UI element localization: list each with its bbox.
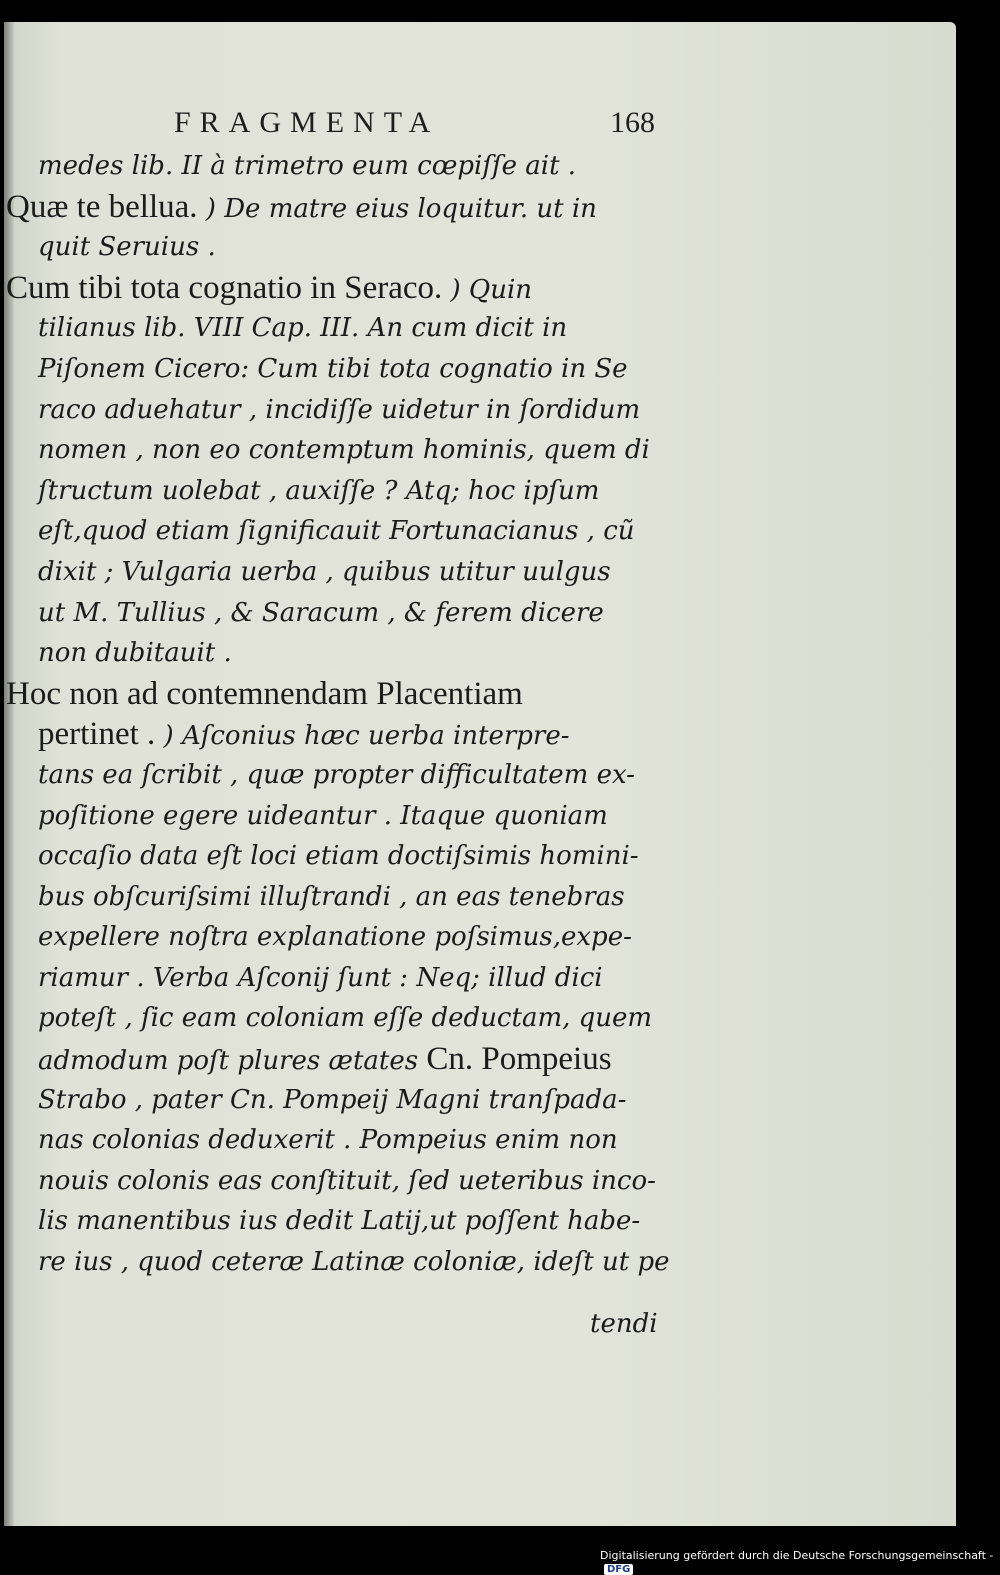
commentary-text: lis manentibus ius dedit Latij,ut poſſent habe- <box>38 1206 641 1237</box>
text-line <box>4 308 704 349</box>
text-line <box>4 227 704 268</box>
commentary-text: tans ea ſcribit , quæ propter difficultatem ex- <box>38 759 635 790</box>
text-line <box>4 714 704 755</box>
text-line <box>4 146 704 187</box>
commentary-text: ) Aſconius hæc uerba interpre- <box>163 721 570 752</box>
commentary-text: poteſt , ſic eam coloniam eſſe deductam, quem <box>38 1003 653 1034</box>
text-line <box>4 796 704 837</box>
text-line <box>4 998 704 1039</box>
text-line <box>4 755 704 796</box>
commentary-text: non dubitauit . <box>38 638 232 669</box>
text-line <box>4 836 704 877</box>
commentary-text: bus obſcuriſsimi illuſtrandi , an eas tenebras <box>38 881 625 912</box>
credit-text: Digitalisierung gefördert durch die Deutsche Forschungsgemeinschaft - <box>600 1549 994 1562</box>
commentary-text: medes lib. II à trimetro eum cœpiſſe ait . <box>38 151 577 181</box>
text-line <box>4 471 704 512</box>
commentary-text: eſt,quod etiam ſignificauit Fortunacianus , cũ <box>38 516 635 547</box>
text-line <box>4 877 704 918</box>
page-number: 168 <box>610 106 655 139</box>
body-text <box>4 146 704 1283</box>
commentary-text: ſtructum uolebat , auxiſſe ? Atq; hoc ipſum <box>38 475 600 506</box>
commentary-text: Strabo , pater Cn. Pompeij Magni tranſpada- <box>38 1084 627 1115</box>
text-line <box>4 958 704 999</box>
commentary-text: Piſonem Cicero: Cum tibi tota cognatio in Se <box>38 353 628 384</box>
text-line <box>4 1120 704 1161</box>
commentary-text: dixit ; Vulgaria uerba , quibus utitur uulgus <box>38 556 611 587</box>
commentary-text: nouis colonis eas conſtituit, ſed ueteribus inco- <box>38 1165 656 1196</box>
text-line <box>4 1242 704 1283</box>
lemma-text: Hoc non ad contemnendam Placentiam <box>6 675 523 712</box>
commentary-text: quit Seruius . <box>38 232 216 263</box>
page-header <box>4 106 664 146</box>
text-line <box>4 674 704 715</box>
lemma-text: Quæ te bellua. <box>6 188 206 225</box>
commentary-text: nas colonias deduxerit . Pompeius enim non <box>38 1125 618 1156</box>
commentary-text: ) De matre eius loquitur. ut in <box>205 193 597 224</box>
text-line <box>4 593 704 634</box>
text-line <box>4 511 704 552</box>
text-line <box>4 268 704 309</box>
commentary-text: nomen , non eo contemptum hominis, quem di <box>38 435 650 466</box>
lemma-text: Cum tibi tota cognatio in Seraco. <box>6 269 451 306</box>
text-line <box>4 1201 704 1242</box>
lemma-text: Cn. Pompeius <box>426 1041 612 1078</box>
commentary-text: tilianus lib. VIII Cap. III. An cum dicit in <box>38 313 568 344</box>
commentary-text: riamur . Verba Aſconij ſunt : Neq; illud dici <box>38 962 603 993</box>
commentary-text: admodum poſt plures ætates <box>38 1046 427 1077</box>
commentary-text: poſitione egere uideantur . Itaque quoniam <box>38 800 608 831</box>
text-line <box>4 390 704 431</box>
text-line <box>4 430 704 471</box>
running-title: FRAGMENTA <box>174 106 440 139</box>
text-line <box>4 1080 704 1121</box>
lemma-text: pertinet . <box>38 716 164 753</box>
commentary-text: re ius , quod ceteræ Latinæ coloniæ, ideſt ut pe <box>38 1247 670 1278</box>
commentary-text: ) Quin <box>450 274 533 305</box>
text-line <box>4 633 704 674</box>
text-line <box>4 349 704 390</box>
text-line <box>4 1039 704 1080</box>
book-page <box>4 22 956 1526</box>
text-line <box>4 1161 704 1202</box>
text-line <box>4 917 704 958</box>
text-line <box>4 552 704 593</box>
commentary-text: occaſio data eſt loci etiam doctiſsimis homini- <box>38 841 639 872</box>
dfg-logo: DFG <box>604 1564 633 1575</box>
commentary-text: raco aduehatur , incidiſſe uidetur in ſordidum <box>38 394 641 425</box>
text-line <box>4 187 704 228</box>
commentary-text: ut M. Tullius , & Saracum , & ferem dicere <box>38 597 604 628</box>
commentary-text: expellere noſtra explanatione poſsimus,expe- <box>38 922 632 953</box>
digitization-credit <box>600 1549 1000 1575</box>
catchword: tendi <box>590 1309 658 1339</box>
